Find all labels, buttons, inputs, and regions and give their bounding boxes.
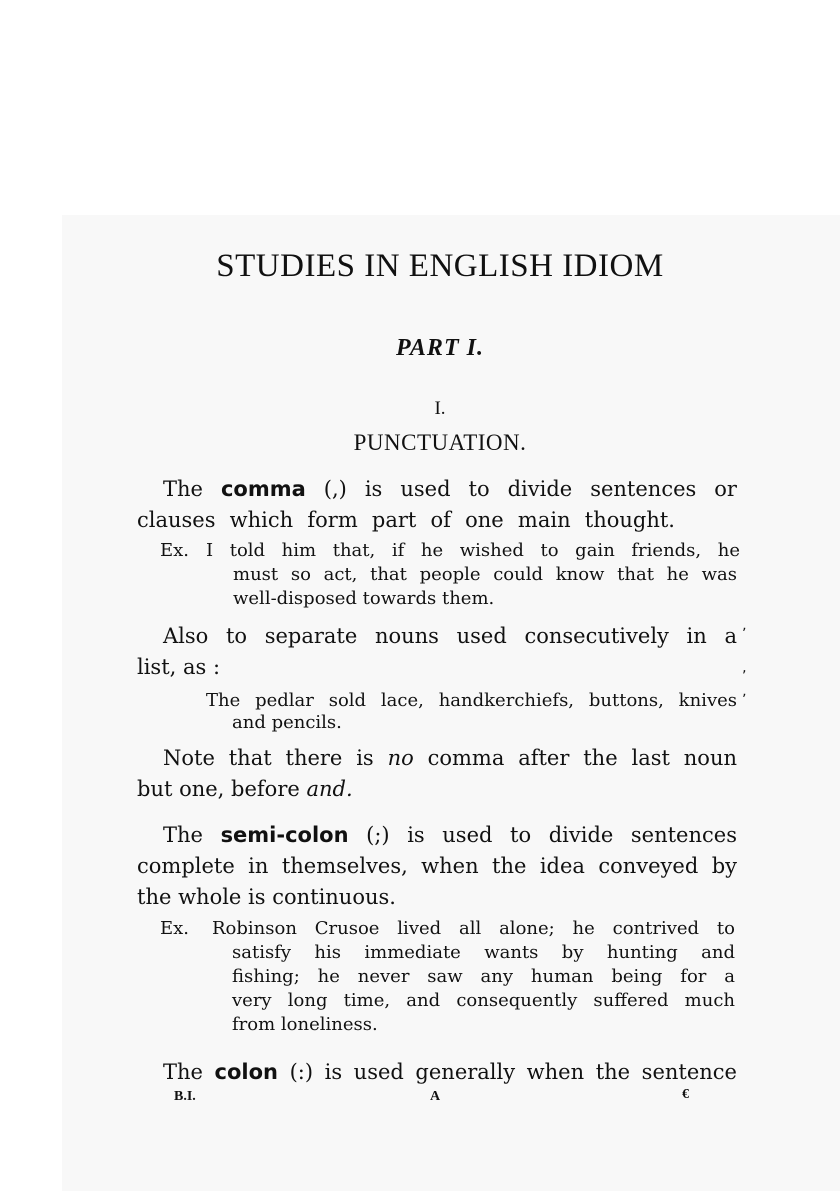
also-line-2: list, as : bbox=[137, 655, 221, 679]
footer-right-mark: € bbox=[682, 1087, 689, 1102]
part-heading: PART I. bbox=[396, 335, 484, 361]
footer-signature: B.I. bbox=[174, 1089, 196, 1104]
example-line: very long time, and consequently suffered much bbox=[232, 990, 735, 1011]
margin-mark: ʼ bbox=[742, 692, 747, 708]
note-emphasis-no: no bbox=[387, 746, 414, 770]
list-example-line-1: The pedlar sold lace, handkerchiefs, buttons, knives bbox=[206, 690, 737, 711]
note-emphasis-and: and. bbox=[306, 777, 353, 801]
margin-mark: ʼ bbox=[742, 626, 747, 642]
example-line: must so act, that people could know that he was bbox=[233, 564, 737, 585]
semicolon-paragraph-line-1 bbox=[163, 822, 737, 848]
example-line: satisfy his immediate wants by hunting and bbox=[232, 942, 735, 963]
semicolon-paragraph-line-3: the whole is continuous. bbox=[137, 885, 396, 909]
term-colon: colon bbox=[214, 1060, 278, 1084]
term-semicolon: semi-colon bbox=[220, 823, 349, 847]
footer-center-mark: A bbox=[430, 1089, 441, 1104]
margin-mark: ‚ bbox=[742, 660, 747, 676]
semicolon-example bbox=[160, 918, 740, 1042]
example-label: Ex. bbox=[160, 540, 190, 561]
note-line-2 bbox=[137, 776, 353, 802]
comma-line-1-rest: (,) is used to divide sentences or bbox=[323, 477, 737, 501]
book-title: STUDIES IN ENGLISH IDIOM bbox=[216, 248, 664, 284]
example-line: I told him that, if he wished to gain friends, he bbox=[206, 540, 740, 561]
semicolon-line-1-rest: (;) is used to divide sentences bbox=[366, 823, 737, 847]
comma-paragraph-line-1 bbox=[163, 476, 737, 502]
comma-example bbox=[160, 540, 740, 610]
chapter-number: I. bbox=[434, 398, 446, 419]
comma-paragraph-line-2: clauses which form part of one main thought. bbox=[137, 508, 675, 532]
comma-intro-word: The bbox=[163, 477, 203, 501]
semicolon-paragraph-line-2: complete in themselves, when the idea conveyed by bbox=[137, 854, 737, 878]
note-text: but one, before bbox=[137, 777, 300, 801]
semicolon-intro-word: The bbox=[163, 823, 203, 847]
example-line: well-disposed towards them. bbox=[233, 588, 495, 609]
note-line-1 bbox=[163, 745, 737, 771]
example-line: from loneliness. bbox=[232, 1014, 378, 1035]
also-line-1: Also to separate nouns used consecutively in a bbox=[163, 624, 737, 648]
list-example-line-2: and pencils. bbox=[232, 712, 342, 733]
example-label: Ex. bbox=[160, 918, 190, 939]
example-line: Robinson Crusoe lived all alone; he contrived to bbox=[212, 918, 735, 939]
chapter-title: PUNCTUATION. bbox=[353, 430, 527, 455]
colon-line-1-rest: (:) is used generally when the sentence bbox=[289, 1060, 737, 1084]
note-text: Note that there is bbox=[163, 746, 374, 770]
note-text: comma after the last noun bbox=[427, 746, 737, 770]
term-comma: comma bbox=[220, 477, 306, 501]
colon-intro-word: The bbox=[163, 1060, 203, 1084]
example-line: fishing; he never saw any human being for a bbox=[232, 966, 735, 987]
colon-paragraph-line-1 bbox=[163, 1059, 737, 1085]
